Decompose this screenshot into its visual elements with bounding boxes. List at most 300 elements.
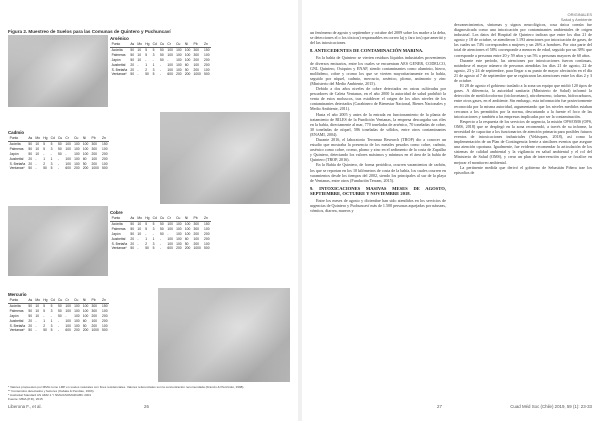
table-cell: - [137,236,139,241]
paragraph: La pertinente medida que derivó el gobierno de Sebastián Piñera trae los episodios de [454,164,592,175]
table-cell: 300 [193,226,200,231]
table-cell: 100 [65,318,71,323]
table-cell: 100 [184,226,191,231]
table-cell: - [58,156,60,161]
table-cell: 60 [82,156,87,161]
table-cell: - [160,246,162,251]
table-row [8,319,109,324]
footer-journal: Cuad Méd Soc (Chile) 2019, 59 (1): 23-33 [510,404,592,409]
table-cell: 3 [152,67,155,72]
footnotes [8,385,288,401]
column-header: Pb [90,298,101,303]
table-cell: 200 [193,57,200,62]
table-arsenico [110,36,211,77]
map-arsenico [8,35,108,107]
table-cell: 50 [130,231,135,236]
column-header: Hg [43,136,48,140]
table-cell: 100 [167,47,173,52]
table-cell: 100 [102,161,108,166]
table-cell: 100 [193,236,200,241]
table-cell: 100 [74,151,80,156]
table-cell: - [35,161,37,166]
column-header: As [130,216,135,220]
table-cell: S. Bretaña [9,323,26,328]
table-cell: 1 [50,318,53,323]
table-cell: 2 [145,67,148,72]
table-cell: - [58,323,60,328]
table-row [8,328,109,333]
table-cell: 100 [167,67,173,72]
table-cell: 3 [152,52,155,57]
table-cell: 10 [137,231,142,236]
table-cell: - [167,57,169,62]
table-cell: 50 [130,226,135,231]
table-cell: - [43,151,45,156]
table-cell: 200 [193,231,200,236]
right-page [302,0,600,421]
table-cell: 100 [176,62,182,67]
table-cell: 100 [74,313,80,318]
running-head-line: ORIGINALES [567,12,592,17]
table-cell: 50 [58,308,62,313]
table-cell: 200 [91,161,98,166]
table-cell: 5 [145,221,148,226]
table-cell: 50 [58,303,62,308]
table-cell: - [160,72,162,77]
table-cell: 100 [184,221,191,226]
column-header: Ni [81,136,90,141]
column-header: Punto [8,136,27,141]
table-cell: 50 [160,47,164,52]
table-cell: 50 [130,221,135,226]
table-cell: - [35,318,37,323]
table-cell: Ausbettal [9,318,24,323]
table-cell: 50 [184,241,189,246]
table-cell: 10 [137,52,142,57]
running-head-line: Salud y Ambiente [560,17,592,22]
table-cell: S. Bretaña [111,241,128,246]
table-cell: 200 [82,328,89,333]
table-cell: 150 [204,221,210,226]
table-cell: 100 [176,241,182,246]
column-header: Cu [175,216,184,221]
table-cell: 500 [204,246,210,251]
table-cell: 100 [184,231,191,236]
table-mercurio [8,292,109,333]
table-cell: - [50,313,52,318]
table-cell: 100 [204,67,210,72]
paragraph: En la Bahía de Quintero, de forma periódica, ocurren varamientos de carbón, los que se reportan en los 10 kilómetros de costa de la bahía, los cuales ocurren en varamientos desde los tiempos del 2002, siendo los principales al sur de la playa de Ventanas, entre otros (Fundación Terram, 2015). [310,162,446,183]
table-title: Mercurio [8,292,27,297]
table-cell: 100 [184,47,191,52]
table-cell: 20 [130,236,135,241]
paragraph: Durante este período, las atenciones por intoxicaciones fueron continuas, notándose el mayor número de personas atendidas los días 21 de agosto, 22 de agosto, 23 y 24 de septiembre, para llegar a su punto de mayor afectación en el día 21 de agosto al 7 de septiembre que se registraron las atenciones entre los días 2 y 3 de octubre. [454,57,592,84]
table-cell: 1 [43,156,46,161]
table-cell: Ausbettal [111,236,126,241]
map-mercurio [158,288,290,382]
table-cell: Ausbettal [9,156,24,161]
table-cell: Palmeras [9,146,24,151]
table-cell: - [35,166,37,171]
table-cell: 200 [102,151,108,156]
table-cell: 10 [137,47,142,52]
table-cell: 10 [137,221,142,226]
data-table [110,42,211,77]
column-header: Hg [43,298,48,302]
table-cell: 100 [91,318,98,323]
table-cell: 1 [145,62,148,67]
table-cell: 3 [50,323,53,328]
table-cell: 1 [43,318,46,323]
table-cell: Palmeras [111,52,126,57]
table-cell: - [35,323,37,328]
table-cell: 300 [91,308,98,313]
table-cell: 200 [102,313,108,318]
table-cell: 50 [28,328,33,333]
table-cell: 5 [43,146,46,151]
table-cell: 100 [74,303,80,308]
table-cell: 600 [167,246,173,251]
section-heading: 8. ANTECEDENTES DE CONTAMINACIÓN MARINA. [310,48,424,54]
table-cell: - [58,318,60,323]
table-cell: Acónita [9,303,21,308]
column-header: Mo [137,42,142,46]
column-header: Cr [64,136,73,141]
table-cell: 200 [204,236,210,241]
table-cell: 200 [74,328,80,333]
table-cell: - [137,72,139,77]
column-header: Zn [202,42,211,47]
table-cell: 10 [35,308,40,313]
table-cell: - [160,67,162,72]
table-cell: 2 [145,241,148,246]
table-cell: Palmeras [111,226,126,231]
table-cell: - [65,313,67,318]
table-cell: 600 [65,328,71,333]
table-cell: - [160,62,162,67]
column-header: Cd [50,298,55,302]
table-cell: 100 [176,57,182,62]
column-header: Cd [152,42,157,46]
table-cell: 100 [102,146,108,151]
table-cell: 60 [184,236,189,241]
table-cell: 200 [204,231,210,236]
column-header: Mo [35,136,40,140]
column-header: Mo [35,298,40,302]
table-cell: 10 [35,146,40,151]
table-cell: 100 [82,141,89,146]
table-cell: 200 [204,62,210,67]
paragraph: Durante 2016, el laboratorio Terramar Research (TROP) dio a conocer un estudio que mostraba la presencia de los metales pesados como cobre, cadmio, arsénico como cobre, cromo, plomo y zinc en el sedimento de la costa de Zapallar y Quintero, detectando los valores máximos y mínimos en el área de la bahía de Quintero (TROP, 2016). [310,136,446,163]
table-cell: 100 [184,52,191,57]
table-cell: 20 [28,161,33,166]
table-cell: 100 [65,161,71,166]
table-cell: - [145,57,147,62]
table-cell: 100 [176,226,182,231]
table-cell: 100 [102,308,108,313]
column-header: Punto [110,42,129,47]
table-cell: 3 [152,241,155,246]
paragraph: desvanecimientos, síntomas y signos neurológicos, cosa única común fue diagnosticada como una intoxicación por contaminantes ambientales de origen industrial. Los datos del Hospital de Quintero indican que entre los días 21 de agosto y 18 de octubre, se atendieron 1.193 atenciones por intoxicación de gases, de las cuales un 74% corresponden a mujeres y un 26% a hombres. Por otra parte del total de atenciones el 58% corresponde a menores de edad, seguido por un 38% que corresponde a personas entre 20 y 59 años y un 5% a personas mayores de 60 años. [454,22,592,58]
column-header: Punto [8,298,27,303]
table-cell: 100 [65,323,71,328]
table-cell: S. Bretaña [111,67,128,72]
table-cell: 20 [130,62,135,67]
table-cell: 100 [74,308,80,313]
table-cell: 50 [28,141,33,146]
table-cell: - [35,156,37,161]
table-cell: 100 [204,226,210,231]
table-cell: - [145,231,147,236]
table-cell: 100 [167,221,173,226]
table-cell: 50 [130,246,135,251]
running-head [492,12,592,22]
table-cell: - [167,231,169,236]
table-cell: 100 [167,236,173,241]
table-cell: - [50,151,52,156]
table-cell: 5 [43,303,46,308]
table-cell: 50 [130,57,135,62]
table-cell: 50 [160,52,164,57]
table-cell: 200 [204,57,210,62]
table-cell: 50 [184,67,189,72]
paragraph: Hasta el año 2005 y antes de la entrada en funcionamiento de la planta de tratamiento de RILES de la Fundición Ventanas, la empresa descargaba sus riles en la bahía, directamente al mar, 770 toneladas de arsénico, 70 toneladas de cobre, 30 toneladas de níquel, 586 toneladas de sólidos, entre otros contaminantes (ENAMI, 2004). [310,111,446,137]
table-cell: 100 [176,221,182,226]
table-cell: 1000 [193,72,201,77]
column-header: Pb [192,42,203,47]
paragraph: Respecto a la respuesta de los servicios de urgencia, la misión OPS/OMS (OPS, OMS, 2018) que se desplegó en la zona recomendó, a través de su informe, la necesidad de capacitar a los funcionarios de atención primaria para posibles futuros eventos de intoxicaciones industriales (Velásquez, 2018), así como la implementación de un Plan de Contingencia frente a similares eventos que asegure una atención oportuna. Igualmente, fue evidente recomendar la articulación de los sistemas de calidad ambiental y la vigilancia en salud ambiental y el rol del Ministerio de Salud (OMS), y crear un plan de intervención que se focalice en mejorar el monitoreo ambiental. [454,118,592,165]
table-cell: 100 [176,47,182,52]
table-cell: 5 [152,72,155,77]
text-column-1 [310,30,446,398]
table-cell: 200 [74,166,80,171]
page-number: 26 [144,404,149,409]
table-cell: 50 [43,166,47,171]
column-header: Pb [192,216,203,221]
table-cell: 100 [193,62,200,67]
section-heading: 9. INTOXICACIONES MASIVAS MESES DE AGOSTO, SEPTIEMBRE, OCTUBRE Y NOVIEMBRE 2018. [310,185,446,197]
map-cobre [8,206,108,276]
table-cell: 1000 [91,166,99,171]
table-row [8,309,109,314]
table-cell: 10 [137,226,142,231]
table-cell: 100 [167,241,173,246]
table-cell: 5 [43,308,46,313]
column-header: Cr [166,42,175,47]
table-cell: - [58,328,60,333]
table-cell: 20 [28,318,33,323]
table-cell: 50 [82,161,87,166]
column-header: Hg [145,216,150,220]
table-cell: 3 [50,161,53,166]
map-cadmio [160,112,290,204]
table-cell: 10 [35,141,40,146]
table-cell: 50 [28,303,33,308]
left-page [0,0,298,421]
table-cell: - [35,328,37,333]
table-cell: 500 [102,166,108,171]
column-header: Cr [166,216,175,221]
column-header: Ni [183,42,192,47]
table-cell: 200 [91,323,98,328]
table-cell: 50 [28,308,33,313]
footnote: * Ausbettal Standard AS 4482.1 Y NMA/ASOMAD/ABC 2001 [8,393,92,398]
table-cell: 500 [204,72,210,77]
footnote: Fuente: MMA (P.D), 2015 [8,397,43,402]
column-header: Cu [73,136,82,141]
table-cell: 5 [50,328,53,333]
table-cell: 50 [58,141,62,146]
table-cell: Acónita [111,47,123,52]
table-cell: - [58,161,60,166]
table-cell: Ventanas* [111,246,127,251]
table-cell: 100 [82,313,89,318]
data-table [110,216,211,251]
table-cell: 10 [35,151,40,156]
data-table [8,298,109,333]
table-cell: 3 [50,146,53,151]
table-cell: 100 [91,156,98,161]
table-row [110,227,211,232]
table-row [8,147,109,152]
table-cell: 5 [152,221,155,226]
table-cell: 1 [152,62,155,67]
table-cell: 50 [160,57,164,62]
table-cell: 50 [82,323,87,328]
table-cell: 200 [82,166,89,171]
table-cell: 100 [65,141,71,146]
table-cell: 2 [43,323,46,328]
table-row [8,157,109,162]
table-cell: Ventanas* [111,72,127,77]
table-cell: 10 [137,57,142,62]
table-cell: Japón [111,231,121,236]
table-cell: 100 [82,303,89,308]
table-cell: 1000 [91,328,99,333]
paragraph: El 28 de agosto el gobierno traslado a la zona un equipo que midió 120 tipos de gases. A diferencia, la autoridad sanitaria (Ministerio de Salud) informó la detección de metilcloroformo (tricloroetano), nitrobenceno, tolueno, hidrocarburos, entre otros gases, en el ambiente. Sin embargo, esta información fue posteriormente reconocida por la misma autoridad, argumentando que los niveles medidos estaban cercanos a los permitidos por la norma, descartando a la fuente el foco de las intoxicaciones y también a las empresas implicadas por ser la contaminación. [454,83,592,119]
column-header: Cd [152,216,157,220]
column-header: Hg [145,42,150,46]
table-cell: - [137,62,139,67]
column-header: Cu [73,298,82,303]
table-cell: 50 [58,313,62,318]
table-cell: 100 [74,146,80,151]
column-header: Cu [160,216,165,220]
table-cell: 3 [50,308,53,313]
table-cell: 100 [176,52,182,57]
table-cell: 50 [28,166,33,171]
table-cell: 20 [130,67,135,72]
table-cell: 100 [65,156,71,161]
table-cell: 5 [152,47,155,52]
table-cell: 2 [43,161,46,166]
table-cell: 100 [65,308,71,313]
table-cell: 1000 [193,246,201,251]
table-cell: 100 [204,241,210,246]
table-cell: 50 [28,146,33,151]
table-cell: 100 [74,318,80,323]
paragraph: un fenómeno de agosto y septiembre y octubre del 2009 sobre los madre a la deba, se detecciones el o los tóxicos) responsables en correo laj y faro tox) que ameritó y del las intoxicaciones. [310,30,446,46]
table-cell: 50 [43,328,47,333]
table-row [110,237,211,242]
footnote: * Valores propuestos por MMA como LMP en suelos naturales con fines residenciales. Valores referenciales son la concentración recomendada (Francis & Pierzinski, 1998). [8,385,245,389]
table-cell: 5 [145,226,148,231]
table-cell: 150 [102,303,108,308]
table-row [110,63,211,68]
table-cell: 100 [176,236,182,241]
table-cell: - [152,57,154,62]
table-cell: 500 [102,328,108,333]
table-cell: 100 [65,146,71,151]
table-cell: 200 [102,318,108,323]
table-cell: 3 [152,226,155,231]
table-cell: 20 [28,156,33,161]
table-cell: 100 [102,323,108,328]
table-cell: 100 [74,141,80,146]
column-header: Ni [81,298,90,303]
table-cell: 200 [102,156,108,161]
table-cell: - [43,313,45,318]
table-cell: 1 [145,236,148,241]
table-cell: Acónita [111,221,123,226]
table-cell: - [160,241,162,246]
table-title: Cadmio [8,130,25,135]
table-cell: 200 [184,246,191,251]
table-cell: 200 [176,72,182,77]
table-cell: - [58,166,60,171]
table-cell: Japón [9,151,19,156]
table-title: Cobre [110,210,123,215]
table-cell: 50 [58,146,62,151]
column-header: Cu [58,298,63,302]
table-cell: 100 [167,52,173,57]
table-cell: 100 [204,52,210,57]
column-header: Ni [183,216,192,221]
table-cell: 5 [50,303,53,308]
table-cell: 150 [102,141,108,146]
table-cell: 50 [28,313,33,318]
table-cell: 1 [50,156,53,161]
table-row [110,246,211,251]
table-row [110,53,211,58]
table-cell: Ventanas* [9,328,25,333]
table-cell: 300 [91,141,98,146]
figure-title: Figura 2. Muestreo de Suelos para las Comunas de Quintero y Puchuncaví [8,29,171,34]
table-row [8,166,109,171]
table-cell: 5 [50,141,53,146]
table-cell: 200 [91,313,98,318]
table-cell: 20 [130,241,135,246]
table-cell: 5 [43,141,46,146]
column-header: As [28,298,33,302]
table-cell: 600 [65,166,71,171]
table-cell: - [65,151,67,156]
table-cell: 5 [145,52,148,57]
column-header: Punto [110,216,129,221]
table-cell: Japón [111,57,121,62]
table-cell: 50 [130,47,135,52]
column-header: Cu [160,42,165,46]
table-cell: 100 [167,226,173,231]
table-cell: 300 [193,47,200,52]
table-cell: 1 [152,236,155,241]
table-title: Arsénico [110,36,129,41]
column-header: Cu [175,42,184,47]
table-cell: Palmeras [9,308,24,313]
data-table [8,136,109,171]
paragraph: En la bahía de Quintero se vierten residuos líquidos industriales provenientes de diversos emisarios, entre los cuales se encuentran AES GENER, CODELCO, GNL Quintero, Oxiquim y ENAP, siendo contaminantes como aluminio, hierro, molibdeno, cobre y cromo los que se vierten mayoritariamente en la bahía, seguido por níquel, cadmio, mercurio, arsénico, plomo, antimonio y zinc (Ministerio del Medio Ambiente, 2015). [310,55,446,86]
page-number: 27 [437,404,442,409]
